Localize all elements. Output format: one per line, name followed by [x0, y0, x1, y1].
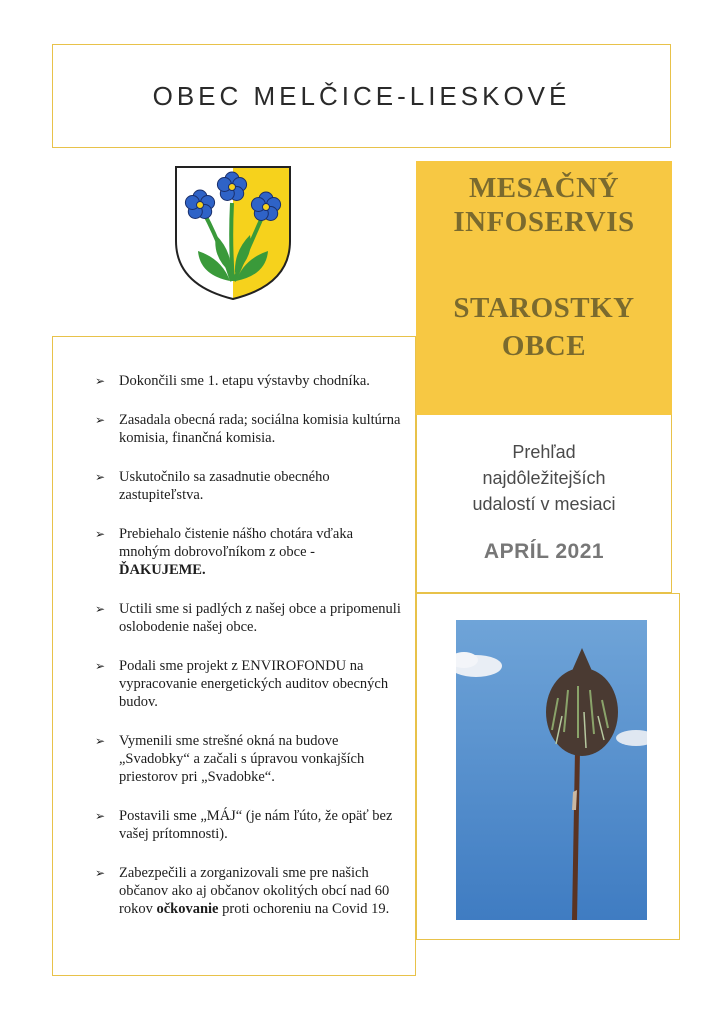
- list-item: ➢ Postavili sme „MÁJ“ (je nám ľúto, že opäť bez vašej prítomnosti).: [95, 808, 393, 842]
- list-item: ➢ Uskutočnilo sa zasadnutie obecného zastupiteľstva.: [95, 469, 330, 503]
- arrow-bullet-icon: ➢: [95, 734, 106, 748]
- arrow-bullet-icon: ➢: [95, 602, 106, 616]
- list-item: ➢ Dokončili sme 1. etapu výstavby chodníka.: [95, 373, 370, 389]
- list-item: ➢ Podali sme projekt z ENVIROFONDU na vypracovanie energetických auditov obecných budov.: [95, 658, 389, 710]
- overview-line-1: Prehľad: [512, 442, 576, 462]
- arrow-bullet-icon: ➢: [95, 413, 106, 427]
- maypole-photo: [456, 620, 647, 920]
- events-list: [95, 372, 405, 939]
- arrow-bullet-icon: ➢: [95, 659, 106, 673]
- arrow-bullet-icon: ➢: [95, 374, 106, 388]
- banner-line-1: MESAČNÝ: [468, 172, 620, 204]
- banner-line-2: INFOSERVIS: [453, 206, 635, 238]
- municipality-title: OBEC MELČICE-LIESKOVÉ: [152, 80, 571, 111]
- title-box: [52, 44, 671, 148]
- arrow-bullet-icon: ➢: [95, 809, 106, 823]
- arrow-bullet-icon: ➢: [95, 866, 106, 880]
- list-item: ➢ Uctili sme si padlých z našej obce a pripomenuli oslobodenie našej obce.: [95, 601, 401, 635]
- banner-line-3: STAROSTKY: [453, 292, 635, 324]
- month-label: APRÍL 2021: [483, 540, 605, 563]
- arrow-bullet-icon: ➢: [95, 470, 106, 484]
- arrow-bullet-icon: ➢: [95, 527, 106, 541]
- overview-line-3: udalostí v mesiaci: [472, 494, 616, 514]
- list-item: ➢ Prebiehalo čistenie nášho chotára vďaka mnohým dobrovoľníkom z obce - ĎAKUJEME.: [95, 526, 354, 578]
- coat-of-arms-icon: [172, 163, 294, 303]
- infoservice-banner: [416, 161, 672, 415]
- overview-line-2: najdôležitejších: [482, 468, 606, 488]
- banner-line-4: OBCE: [501, 330, 587, 362]
- list-item: ➢ Zasadala obecná rada; sociálna komisia kultúrna komisia, finančná komisia.: [95, 412, 401, 446]
- list-item: ➢ Zabezpečili a zorganizovali sme pre našich občanov ako aj občanov okolitých obcí nad 60 rokov očkovanie proti ochoreniu na Covid 19.: [95, 865, 390, 917]
- list-item: ➢ Vymenili sme strešné okná na budove „Svadobky“ a začali s úpravou vonkajších priestorov pri „Svadobke“.: [95, 733, 365, 785]
